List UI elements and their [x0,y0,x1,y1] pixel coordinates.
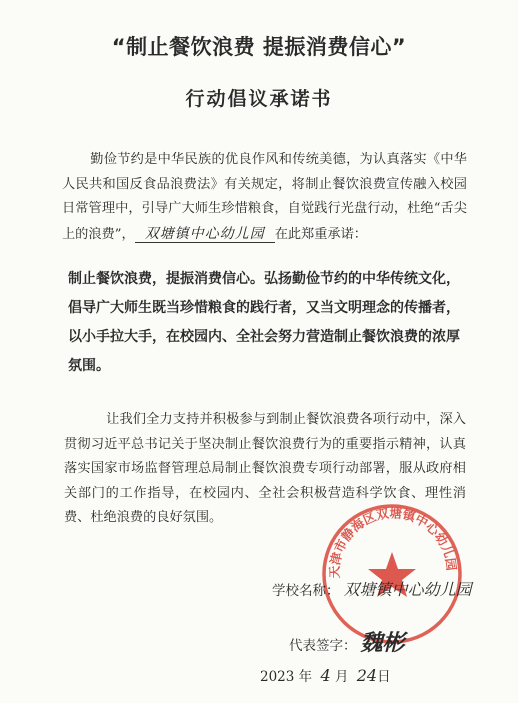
representative-signature: 魏彬 [360,630,405,656]
document-title: “制止餐饮浪费 提振消费信心” [111,35,407,59]
intro-paragraph [62,148,467,247]
seal-text: 天津市静海区双塘镇中心幼儿园 [326,505,460,579]
date-month: 4 [320,666,331,685]
school-name-handwritten: 双塘镇中心幼儿园 [343,580,472,599]
filled-school-name: 双塘镇中心幼儿园 [135,227,275,243]
date-year: 2023 年 [260,669,313,685]
document-subtitle: 行动倡议承诺书 [185,88,333,110]
intro-text-end: 在此郑重承诺： [274,226,367,242]
date-month-unit: 月 [334,669,349,685]
date-day-unit: 日 [377,669,391,685]
representative-row [289,626,405,657]
date-day: 24 [356,666,378,685]
commitment-paragraph: 制止餐饮浪费，提振消费信心。弘扬勤俭节约的中华传统文化，倡导广大师生既当珍惜粮食的践行者，又当文明理念的传播者，以小手拉大手，在校园内、全社会努力营造制止餐饮浪费的浓厚氛围。 [68,271,460,374]
representative-label: 代表签字： [289,638,357,654]
school-name-row [272,577,472,600]
school-name-label: 学校名称： [272,583,340,599]
closing-text: 让我们全力支持并积极参与到制止餐饮浪费各项行动中，深入贯彻习近平总书记关于坚决制止餐饮浪费行为的重要指示精神，认真落实国家市场监督管理总局制止餐饮浪费专项行动部署，服从政府相关部门的工作指导，在校园内、全社会积极营造科学饮食、理性消费、杜绝浪费的良好氛围。 [64,412,466,525]
signing-date [260,665,391,685]
intro-text: 勤俭节约是中华民族的优良作风和传统美德，为认真落实《中华人民共和国反食品浪费法》有关规定，将制止餐饮浪费宣传融入校园日常管理中，引导广大师生珍惜粮食，自觉践行光盘行动，杜绝“舌尖上的浪费”， [62,152,467,242]
